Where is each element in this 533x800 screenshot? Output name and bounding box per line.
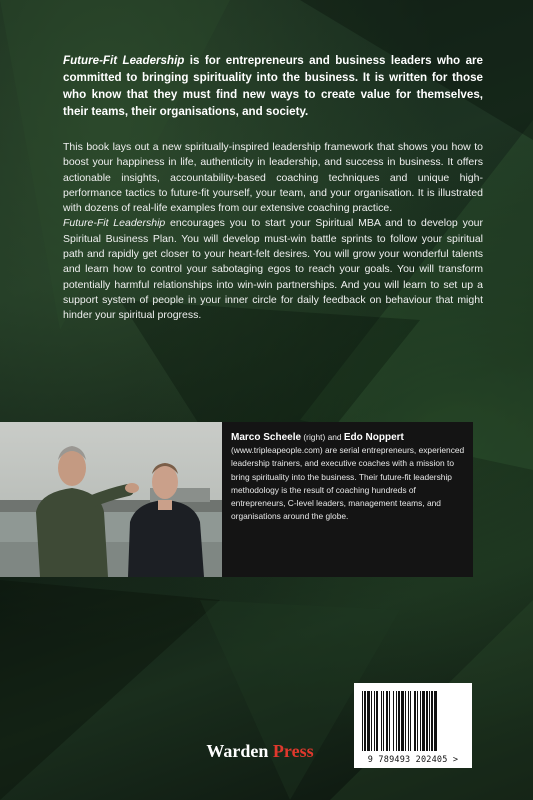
authors-photo <box>0 422 222 577</box>
lead-paragraph <box>63 52 483 120</box>
barcode-digits: 9 789493 202405 > <box>367 755 459 765</box>
author-1-note: (right) and <box>301 432 344 442</box>
publisher-name-1: Warden <box>206 741 269 761</box>
publisher-logo <box>200 741 320 762</box>
lead-book-title: Future-Fit Leadership <box>63 54 185 67</box>
lead-text: is for entrepreneurs and business leaders who are committed to bringing spirituality into the business. It is written for those who know that they must find new ways to create value for themselves, their teams, their organisations, and society. <box>63 54 483 118</box>
author-2-name: Edo Noppert <box>343 432 404 443</box>
description <box>63 140 483 324</box>
description-paragraph-1: This book lays out a new spiritually-inspired leadership framework that shows you how to boost your happiness in life, authenticity in leadership, and success in business. It offers actionable insights, accountability-based coaching techniques and unique high-performance tactics to future-fit yourself, your team, and your organisation. It is illustrated with dozens of real-life examples from our extensive coaching practice. <box>63 141 483 215</box>
description-paragraph-2 <box>63 216 483 323</box>
bio-text: (www.tripleapeople.com) are serial entrepreneurs, experienced leadership trainers, and executive coaches with a mission to bring spirituality into the business. Their future-fit leadership methodology is the result of coaching hundreds of entrepreneurs, C-level leaders, management teams, and organisations around the globe. <box>231 445 465 522</box>
barcode <box>354 683 472 768</box>
barcode-bars <box>354 683 472 755</box>
paragraph-2-book-title: Future-Fit Leadership <box>63 217 166 230</box>
author-1-name: Marco Scheele <box>231 432 302 443</box>
paragraph-2-text: encourages you to start your Spiritual MBA and to develop your Spiritual Business Plan. You will develop must-win battle sprints to follow your spiritual path and rapidly get closer to your heart-felt desires. You will grow your wonderful talents and learn how to control your sabotaging egos to reach your goals. You will transform potentially harmful relationships into win-win partnerships. And you will learn to set up a support system of people in your inner circle for daily feedback on behaviour that might hinder your spiritual progress. <box>63 217 483 322</box>
author-bio <box>222 422 473 577</box>
publisher-name-2: Press <box>272 741 314 761</box>
